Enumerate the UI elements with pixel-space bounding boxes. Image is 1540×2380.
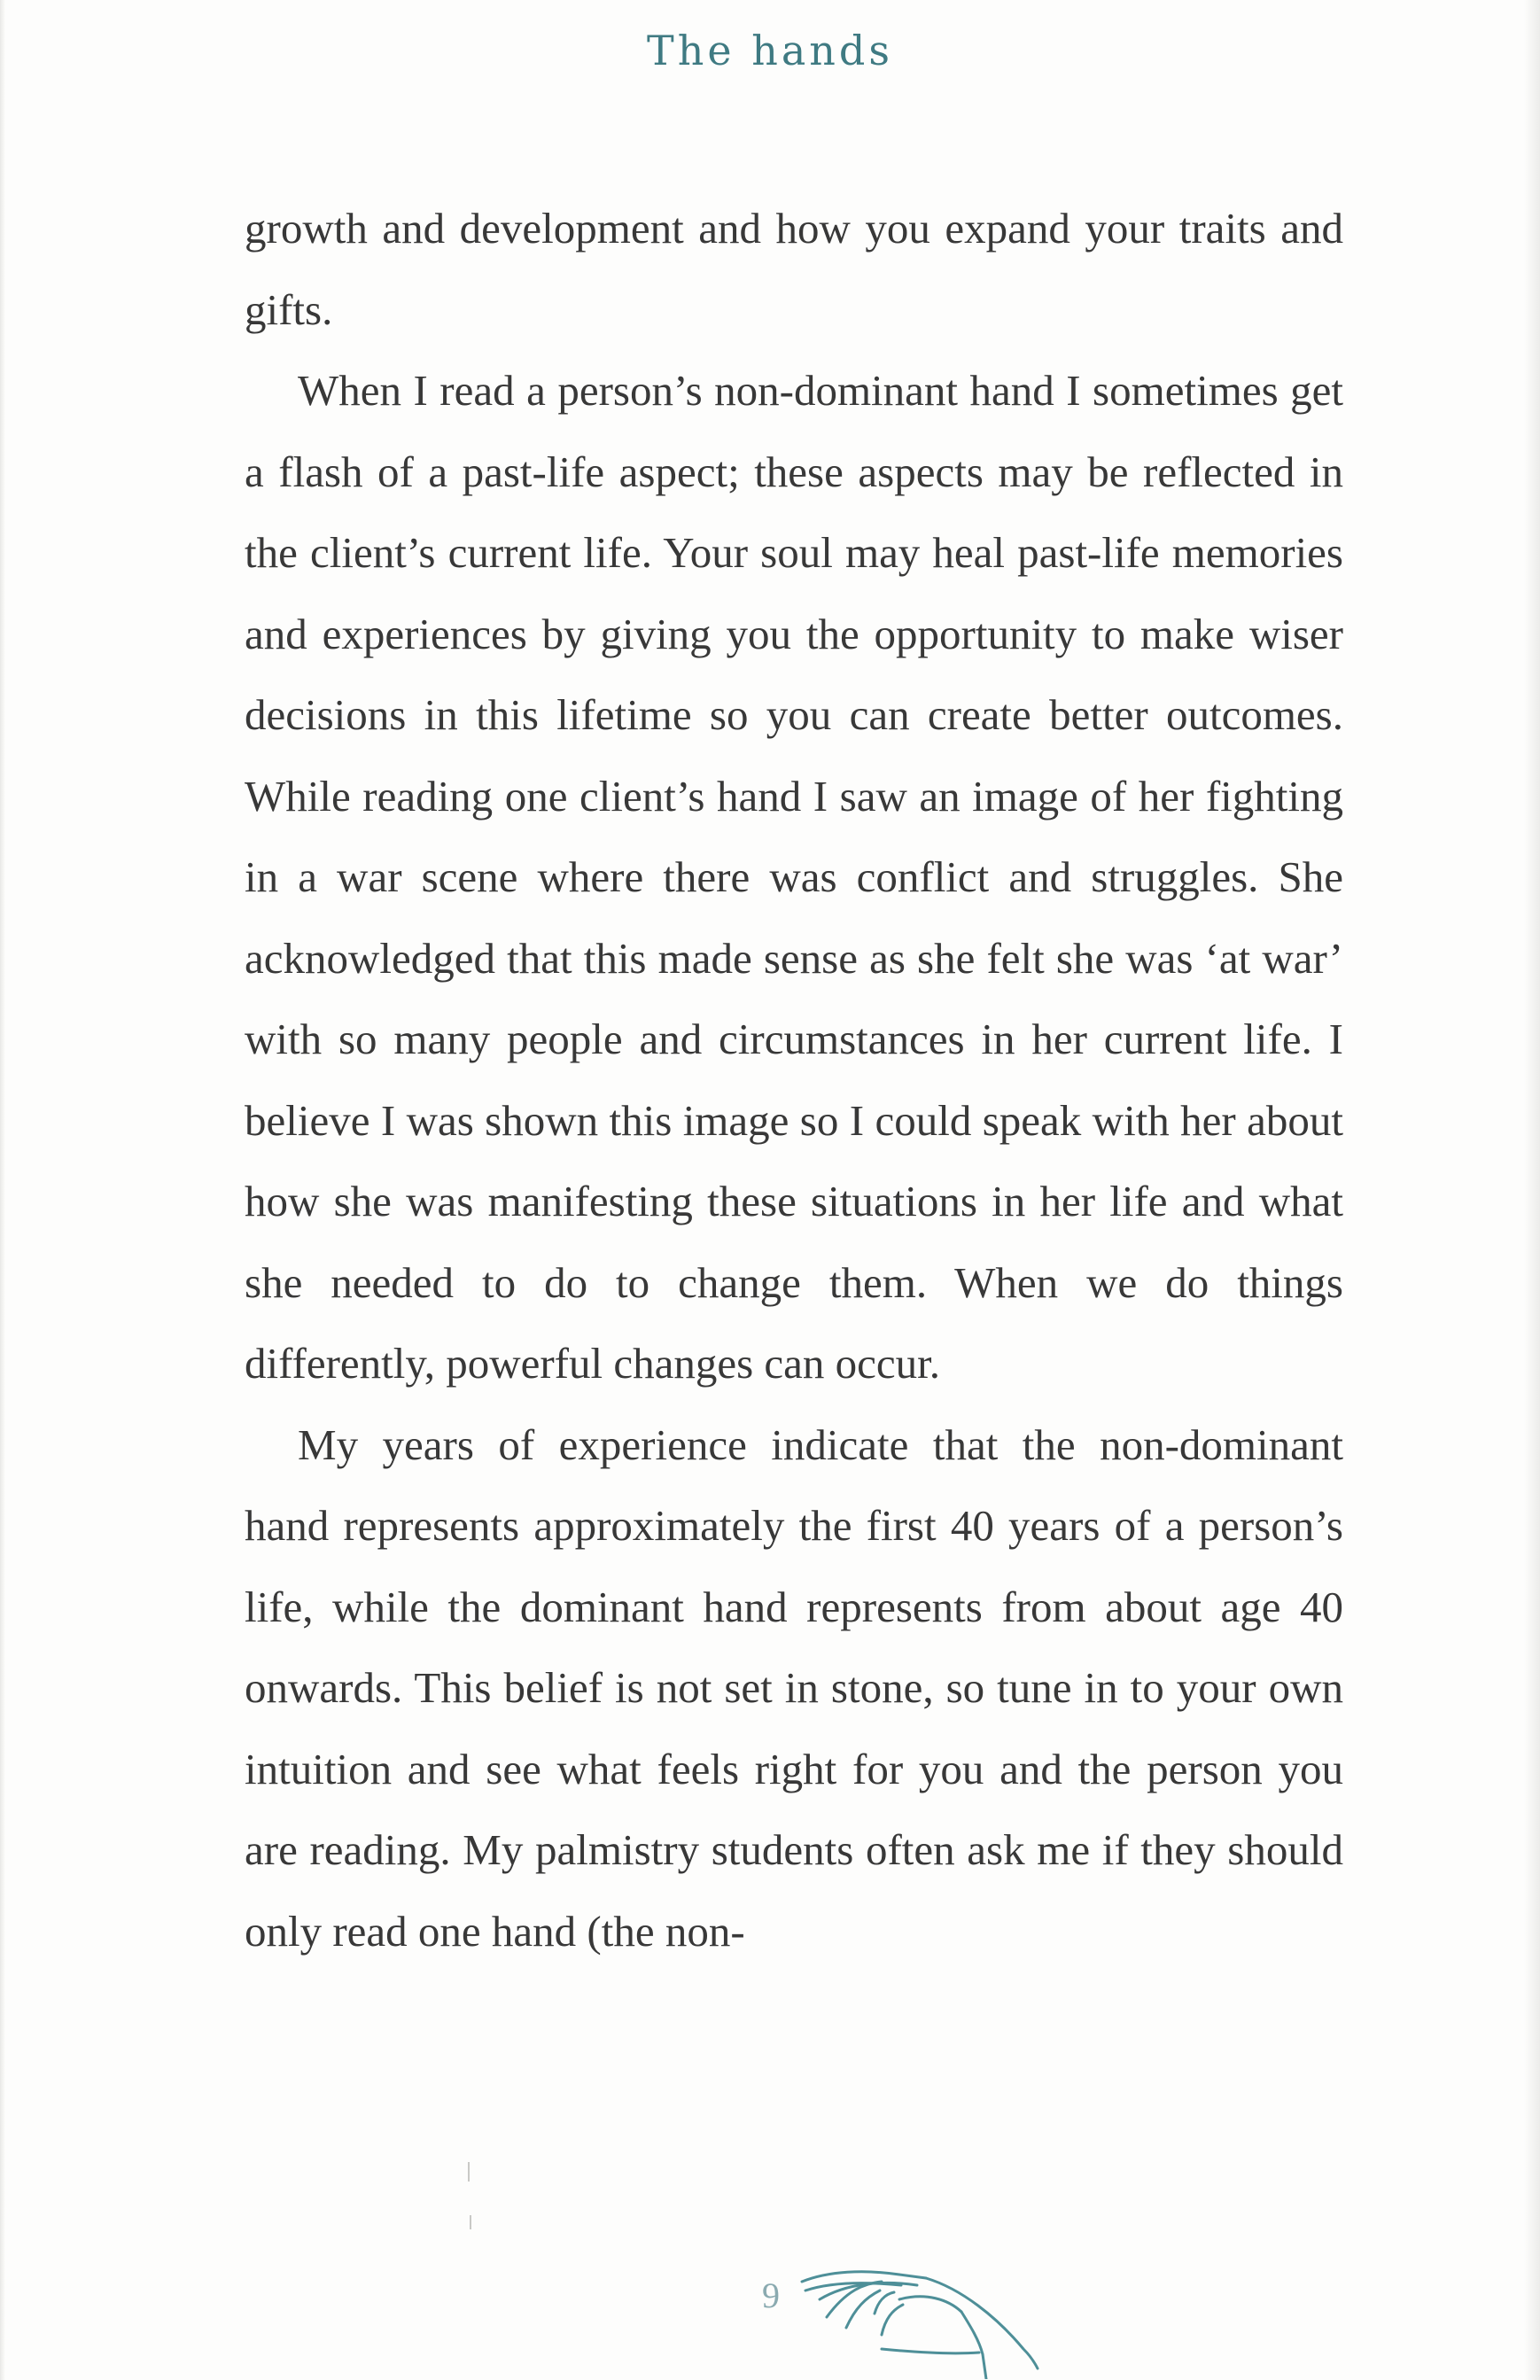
- page-footer: [0, 2264, 1540, 2380]
- page-number: 9: [762, 2275, 780, 2315]
- paragraph-continued: growth and development and how you expand your traits and gifts.: [245, 204, 1343, 334]
- scan-mark: [468, 2162, 470, 2182]
- scan-edge-right: [1524, 0, 1540, 2380]
- paragraph-past-life: When I read a person’s non-dominant hand I sometimes get a flash of a past-life aspect; these aspects may be reflected in the client’s current life. Your soul may heal past-life memories and experiences by giving you the opportunity to make wiser decisions in this lifetime so you can create better outcomes. While reading one client’s hand I saw an image of her fighting in a war scene where there was conflict and struggles. She acknowledged that this made sense as she felt she was ‘at war’ with so many people and circumstances in her current life. I believe I was shown this image so I could speak with her about how she was manifesting these situations in her life and what she needed to do to change them. When we do things differently, powerful changes can occur.: [245, 366, 1343, 1388]
- running-head: The hands: [647, 27, 893, 74]
- scan-mark: [470, 2215, 471, 2229]
- open-hand-icon: [793, 2264, 1050, 2379]
- scan-edge-left: [0, 0, 5, 2380]
- paragraph-experience: My years of experience indicate that the non-dominant hand represents approximately the first 40 years of a person’s life, while the dominant hand represents from about age 40 onwards. This belief is not set in stone, so tune in to your own intuition and see what feels right for you and the person you are reading. My palmistry students often ask me if they should only read one hand (the non-: [245, 1419, 1343, 1956]
- body-text: [245, 188, 1343, 1972]
